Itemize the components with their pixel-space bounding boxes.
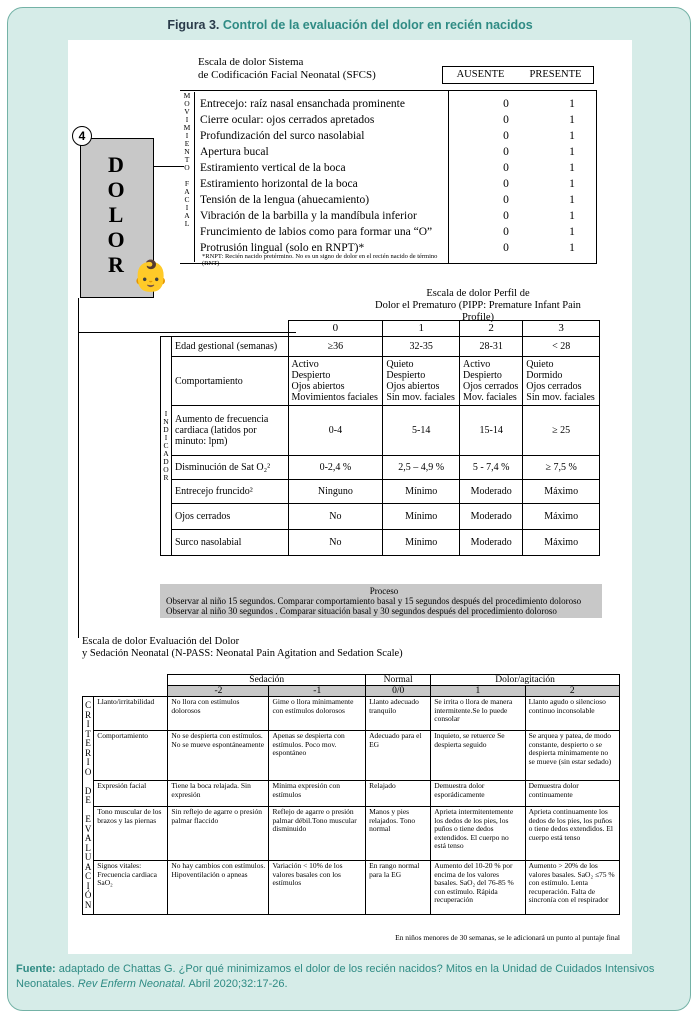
sfcs-absent-value: 0 bbox=[503, 162, 509, 174]
dolor-letter: R bbox=[108, 252, 126, 277]
pipp-cell: Ninguno bbox=[288, 480, 383, 504]
vertical-letter: E bbox=[85, 738, 91, 748]
vertical-letter: R bbox=[85, 709, 92, 720]
sfcs-absent-value: 0 bbox=[503, 210, 509, 222]
process-title: Proceso bbox=[369, 586, 399, 596]
vertical-letter: V bbox=[84, 823, 92, 834]
vertical-letter: I bbox=[185, 115, 189, 124]
vertical-letter: I bbox=[86, 880, 90, 891]
pipp-cell: Máximo bbox=[523, 504, 600, 530]
npass-cell: Mínima expresión con estímulos bbox=[269, 781, 366, 807]
vertical-letter: T bbox=[85, 728, 91, 739]
pipp-title-line2: Dolor el Prematuro (PIPP: Premature Infant Pain Profile) bbox=[375, 300, 581, 323]
pipp-row bbox=[161, 504, 600, 530]
npass-row bbox=[83, 731, 620, 781]
vertical-letter: R bbox=[85, 747, 92, 758]
sfcs-title bbox=[198, 56, 376, 82]
pipp-indicator: Edad gestional (semanas) bbox=[172, 337, 289, 357]
pipp-table bbox=[160, 320, 600, 556]
npass-cell: Reflejo de agarre o presión palmar débil.Tono muscular disminuido bbox=[269, 807, 366, 861]
pipp-indicator: Aumento de frecuencia cardiaca (latidos por minuto: lpm) bbox=[172, 406, 289, 456]
figure-label: Figura 3. bbox=[167, 18, 220, 32]
vertical-letter: M bbox=[183, 123, 191, 132]
vertical-letter: D bbox=[163, 457, 169, 466]
sfcs-present-value: 1 bbox=[569, 130, 575, 142]
sfcs-present-value: 1 bbox=[569, 210, 575, 222]
npass-criterion: Comportamiento bbox=[94, 731, 168, 781]
npass-cell: Apenas se despierta con estímulos. Poco mov. espontáneo bbox=[269, 731, 366, 781]
sfcs-present-value: 1 bbox=[569, 242, 575, 254]
pipp-cell: ≥ 7,5 % bbox=[523, 456, 600, 480]
source-citation: Abril 2020;32:17-26. bbox=[188, 978, 288, 990]
npass-cell: Adecuado para el EG bbox=[366, 731, 431, 781]
vertical-letter: I bbox=[86, 719, 90, 729]
pipp-title bbox=[358, 288, 598, 324]
pipp-cell: ≥ 25 bbox=[523, 406, 600, 456]
npass-cell: Aprieta intermitentemente los dedos de los pies, los puños o tiene dedos extendidos. El cuerpo no está tenso bbox=[431, 807, 525, 861]
pipp-cell: Moderado bbox=[460, 480, 523, 504]
sfcs-item-label: Apertura bucal bbox=[200, 146, 269, 158]
vertical-letter: I bbox=[86, 757, 90, 767]
sfcs-title-line1: Escala de dolor Sistema bbox=[198, 56, 304, 68]
sfcs-item-label: Estiramiento horizontal de la boca bbox=[200, 178, 358, 190]
sfcs-item-label: Profundización del surco nasolabial bbox=[200, 130, 365, 142]
npass-cell: Llanto agudo o silencioso continuo inconsolable bbox=[525, 697, 619, 731]
vertical-letter: A bbox=[184, 187, 190, 196]
vertical-letter: N bbox=[163, 417, 169, 426]
sfcs-header bbox=[442, 66, 594, 84]
sfcs-row bbox=[200, 208, 592, 224]
figure-title bbox=[0, 18, 700, 32]
vertical-letter: V bbox=[184, 107, 190, 116]
pipp-row bbox=[161, 357, 600, 406]
pipp-cell: 5-14 bbox=[383, 406, 460, 456]
sfcs-absent-value: 0 bbox=[503, 98, 509, 110]
npass-group-pain: Dolor/agitación bbox=[431, 675, 620, 686]
process-line: Observar al niño 30 segundos . Comparar situación basal y 30 segundos después del procedimiento doloroso bbox=[166, 606, 557, 616]
vertical-letter: A bbox=[84, 833, 92, 843]
vertical-letter: I bbox=[164, 433, 168, 442]
pipp-row bbox=[161, 480, 600, 504]
sfcs-item-label: Entrecejo: raíz nasal ensanchada prominente bbox=[200, 98, 405, 110]
pipp-process bbox=[160, 584, 602, 618]
npass-criterion: Tono muscular de los brazos y las piernas bbox=[94, 807, 168, 861]
pipp-cell: Máximo bbox=[523, 480, 600, 504]
vertical-letter: O bbox=[184, 163, 190, 172]
source-journal: Rev Enferm Neonatal. bbox=[77, 978, 186, 990]
sfcs-absent-value: 0 bbox=[503, 146, 509, 158]
sfcs-item-label: Cierre ocular: ojos cerrados apretados bbox=[200, 114, 375, 126]
sfcs-present-value: 1 bbox=[569, 98, 575, 110]
npass-cell: Demuestra dolor esporádicamente bbox=[431, 781, 525, 807]
sfcs-row bbox=[200, 224, 592, 240]
sfcs-row bbox=[200, 128, 592, 144]
pipp-indicator: Ojos cerrados bbox=[172, 504, 289, 530]
pipp-corner bbox=[161, 321, 172, 337]
pipp-title-line1: Escala de dolor Perfil de bbox=[426, 288, 530, 299]
pipp-cell: Moderado bbox=[460, 530, 523, 556]
source-text: adaptado de Chattas G. ¿Por qué minimizamos el dolor de los recién nacidos? Mitos en la Unidad de Cuidados Intensivos Neonatales. bbox=[16, 963, 655, 990]
sfcs-vertical-label bbox=[180, 92, 195, 262]
npass-row bbox=[83, 781, 620, 807]
figure-caption: Control de la evaluación del dolor en recién nacidos bbox=[222, 18, 533, 32]
sfcs-item-label: Vibración de la barbilla y la mandíbula inferior bbox=[200, 210, 417, 222]
npass-table bbox=[82, 674, 620, 915]
vertical-letter: A bbox=[163, 449, 169, 458]
pipp-vertical-label bbox=[161, 337, 172, 556]
vertical-letter: Ó bbox=[84, 890, 92, 900]
sfcs-present-value: 1 bbox=[569, 178, 575, 190]
npass-cell: No llora con estímulos dolorosos bbox=[168, 697, 269, 731]
npass-title-line2: y Sedación Neonatal (N-PASS: Neonatal Pain Agitation and Sedation Scale) bbox=[82, 648, 403, 659]
vertical-letter: C bbox=[85, 700, 92, 710]
pipp-row bbox=[161, 530, 600, 556]
npass-col-header: -1 bbox=[269, 686, 366, 697]
figure-image bbox=[68, 40, 632, 954]
vertical-letter: A bbox=[184, 211, 190, 220]
sfcs-item-label: Estiramiento vertical de la boca bbox=[200, 162, 346, 174]
npass-criterion: Llanto/irritabilidad bbox=[94, 697, 168, 731]
pipp-corner bbox=[172, 321, 289, 337]
pipp-cell: 0-4 bbox=[288, 406, 383, 456]
pipp-cell: Mínimo bbox=[383, 504, 460, 530]
npass-footnote: En niños menores de 30 semanas, se le adicionará un punto al puntaje final bbox=[395, 933, 620, 942]
dolor-letter: O bbox=[107, 227, 127, 252]
sfcs-note: *RNPT: Recién nacido pretérmino. No es un signo de dolor en el recién nacido de término (RNT) bbox=[202, 253, 438, 267]
npass-cell: Aumento > 20% de los valores basales. SaO₂ ≤75 % con estímulo. Lenta recuperación. Falta de sincronía con el respirador bbox=[525, 861, 619, 915]
sfcs-absent-value: 0 bbox=[503, 130, 509, 142]
pipp-cell: Mínimo bbox=[383, 530, 460, 556]
npass-group-normal: Normal bbox=[366, 675, 431, 686]
pipp-cell: Máximo bbox=[523, 530, 600, 556]
npass-row bbox=[83, 861, 620, 915]
npass-col-header: 1 bbox=[431, 686, 525, 697]
npass-cell: Se arquea y patea, de modo constante, despierto o se despierta mínimamente no se mueve (sin estar sedado) bbox=[525, 731, 619, 781]
step-number-badge: 4 bbox=[72, 126, 92, 146]
sfcs-absent-value: 0 bbox=[503, 114, 509, 126]
vertical-letter: I bbox=[164, 409, 168, 418]
sfcs-row bbox=[200, 96, 592, 112]
pipp-cell: Activo Despierto Ojos cerrados Mov. faciales bbox=[460, 357, 523, 406]
sfcs-row bbox=[200, 192, 592, 208]
sfcs-present-value: 1 bbox=[569, 146, 575, 158]
vertical-letter: L bbox=[184, 219, 190, 228]
vertical-letter: E bbox=[184, 139, 190, 148]
sfcs-absent-value: 0 bbox=[503, 194, 509, 206]
vertical-letter: R bbox=[163, 473, 169, 482]
npass-col-header: -2 bbox=[168, 686, 269, 697]
npass-cell: No hay cambios con estímulos. Hipoventilación o apneas bbox=[168, 861, 269, 915]
pipp-cell: Mínimo bbox=[383, 480, 460, 504]
npass-corner bbox=[83, 675, 168, 686]
npass-cell: Variación < 10% de los valores basales con los estímulos bbox=[269, 861, 366, 915]
npass-header-row bbox=[83, 686, 620, 697]
npass-cell: En rango normal para la EG bbox=[366, 861, 431, 915]
sfcs-present-value: 1 bbox=[569, 226, 575, 238]
pipp-cell: 5 - 7,4 % bbox=[460, 456, 523, 480]
pipp-header-row bbox=[161, 321, 600, 337]
baby-icon: 👶 bbox=[132, 260, 170, 293]
npass-cell: Demuestra dolor continuamente bbox=[525, 781, 619, 807]
dolor-label bbox=[82, 152, 152, 277]
pipp-col-header: 0 bbox=[288, 321, 383, 337]
npass-cell: Sin reflejo de agarre o presión palmar flaccido bbox=[168, 807, 269, 861]
vertical-letter: D bbox=[163, 425, 169, 434]
sfcs-row bbox=[200, 144, 592, 160]
dolor-letter: O bbox=[107, 177, 127, 202]
sfcs-absent-value: 0 bbox=[503, 226, 509, 238]
vertical-letter: O bbox=[84, 766, 92, 777]
vertical-letter: I bbox=[185, 203, 189, 212]
sfcs-row bbox=[200, 112, 592, 128]
connector-line bbox=[78, 298, 79, 638]
vertical-letter: I bbox=[185, 131, 189, 140]
vertical-letter: F bbox=[184, 179, 190, 188]
vertical-letter: N bbox=[84, 899, 92, 910]
pipp-cell: No bbox=[288, 504, 383, 530]
sfcs-item-label: Fruncimiento de labios como para formar una “O” bbox=[200, 226, 433, 238]
sfcs-present-value: 1 bbox=[569, 194, 575, 206]
vertical-letter: M bbox=[183, 91, 191, 100]
sfcs-absent-value: 0 bbox=[503, 178, 509, 190]
source-note bbox=[16, 962, 676, 992]
npass-row bbox=[83, 697, 620, 731]
npass-cell: Llanto adecuado tranquilo bbox=[366, 697, 431, 731]
dolor-letter: D bbox=[108, 152, 126, 177]
sfcs-col-absent: AUSENTE bbox=[456, 69, 505, 80]
npass-cell: No se despierta con estímulos. No se mueve espontáneamente bbox=[168, 731, 269, 781]
npass-cell: Tiene la boca relajada. Sin expresión bbox=[168, 781, 269, 807]
pipp-row bbox=[161, 337, 600, 357]
vertical-letter: O bbox=[163, 465, 169, 474]
npass-col-header: 2 bbox=[525, 686, 619, 697]
process-line: Observar al niño 15 segundos. Comparar comportamiento basal y 15 segundos después del procedimiento doloroso bbox=[166, 596, 582, 606]
pipp-row bbox=[161, 406, 600, 456]
npass-criterion: Expresión facial bbox=[94, 781, 168, 807]
npass-cell: Aprieta continuamente los dedos de los pies, los puños o tiene dedos extendidos. El cuerpo está tenso bbox=[525, 807, 619, 861]
pipp-cell: 2,5 – 4,9 % bbox=[383, 456, 460, 480]
pipp-cell: < 28 bbox=[523, 337, 600, 357]
sfcs-present-value: 1 bbox=[569, 114, 575, 126]
dolor-letter: L bbox=[108, 202, 126, 227]
pipp-cell: Quieto Dormido Ojos cerrados Sin mov. faciales bbox=[523, 357, 600, 406]
vertical-letter: U bbox=[84, 852, 92, 862]
sfcs-col-present: PRESENTE bbox=[529, 69, 582, 80]
pipp-col-header: 1 bbox=[383, 321, 460, 337]
vertical-letter: E bbox=[85, 795, 91, 805]
pipp-cell: 32-35 bbox=[383, 337, 460, 357]
npass-cell: Se irrita o llora de manera intermitente.Se lo puede consolar bbox=[431, 697, 525, 731]
vertical-letter: C bbox=[184, 195, 190, 204]
pipp-indicator: Surco nasolabial bbox=[172, 530, 289, 556]
vertical-letter: O bbox=[184, 99, 190, 108]
pipp-cell: No bbox=[288, 530, 383, 556]
npass-group-sedation: Sedación bbox=[168, 675, 366, 686]
npass-vertical-label bbox=[83, 697, 94, 915]
pipp-cell: Moderado bbox=[460, 504, 523, 530]
npass-corner bbox=[83, 686, 168, 697]
vertical-letter: T bbox=[184, 155, 190, 164]
pipp-cell: 0-2,4 % bbox=[288, 456, 383, 480]
vertical-letter: N bbox=[184, 147, 190, 156]
npass-group-row bbox=[83, 675, 620, 686]
npass-cell: Manos y pies relajados. Tono normal bbox=[366, 807, 431, 861]
pipp-cell: 28-31 bbox=[460, 337, 523, 357]
pipp-indicator: Disminución de Sat O₂² bbox=[172, 456, 289, 480]
npass-criterion: Signos vitales: Frecuencia cardiaca SaO₂ bbox=[94, 861, 168, 915]
sfcs-item-label: Tensión de la lengua (ahuecamiento) bbox=[200, 194, 370, 206]
pipp-cell: 15-14 bbox=[460, 406, 523, 456]
pipp-cell: ≥36 bbox=[288, 337, 383, 357]
pipp-indicator: Comportamiento bbox=[172, 357, 289, 406]
npass-cell: Relajado bbox=[366, 781, 431, 807]
sfcs-present-value: 1 bbox=[569, 162, 575, 174]
sfcs-title-line2: de Codificación Facial Neonatal (SFCS) bbox=[198, 69, 376, 81]
pipp-col-header: 2 bbox=[460, 321, 523, 337]
pipp-col-header: 3 bbox=[523, 321, 600, 337]
sfcs-absent-value: 0 bbox=[503, 242, 509, 254]
sfcs-item-label: Protrusión lingual (solo en RNPT)* bbox=[200, 242, 365, 254]
vertical-letter: A bbox=[84, 861, 92, 872]
connector-line bbox=[154, 166, 184, 167]
vertical-letter: C bbox=[163, 441, 169, 450]
source-label: Fuente: bbox=[16, 963, 56, 975]
pipp-cell: Quieto Despierto Ojos abiertos Sin mov. faciales bbox=[383, 357, 460, 406]
npass-cell: Gime o llora mínimamente con estímulos dolorosos bbox=[269, 697, 366, 731]
npass-title-line1: Escala de dolor Evaluación del Dolor bbox=[82, 636, 240, 647]
pipp-cell: Activo Despierto Ojos abiertos Movimientos faciales bbox=[288, 357, 383, 406]
vertical-letter: L bbox=[85, 842, 91, 853]
vertical-letter: D bbox=[84, 785, 92, 796]
npass-title bbox=[82, 636, 403, 660]
sfcs-items bbox=[200, 96, 592, 256]
npass-cell: Aumento del 10-20 % por encima de los valores basales. SaO₂ del 76-85 % con estímulo. Rápida recuperación bbox=[431, 861, 525, 915]
sfcs-row bbox=[200, 160, 592, 176]
vertical-letter: E bbox=[85, 814, 91, 824]
npass-col-header: 0/0 bbox=[366, 686, 431, 697]
pipp-indicator: Entrecejo fruncido² bbox=[172, 480, 289, 504]
sfcs-row bbox=[200, 176, 592, 192]
npass-cell: Inquieto, se retuerce Se despierta seguido bbox=[431, 731, 525, 781]
vertical-letter: C bbox=[85, 871, 92, 881]
npass-row bbox=[83, 807, 620, 861]
pipp-row bbox=[161, 456, 600, 480]
